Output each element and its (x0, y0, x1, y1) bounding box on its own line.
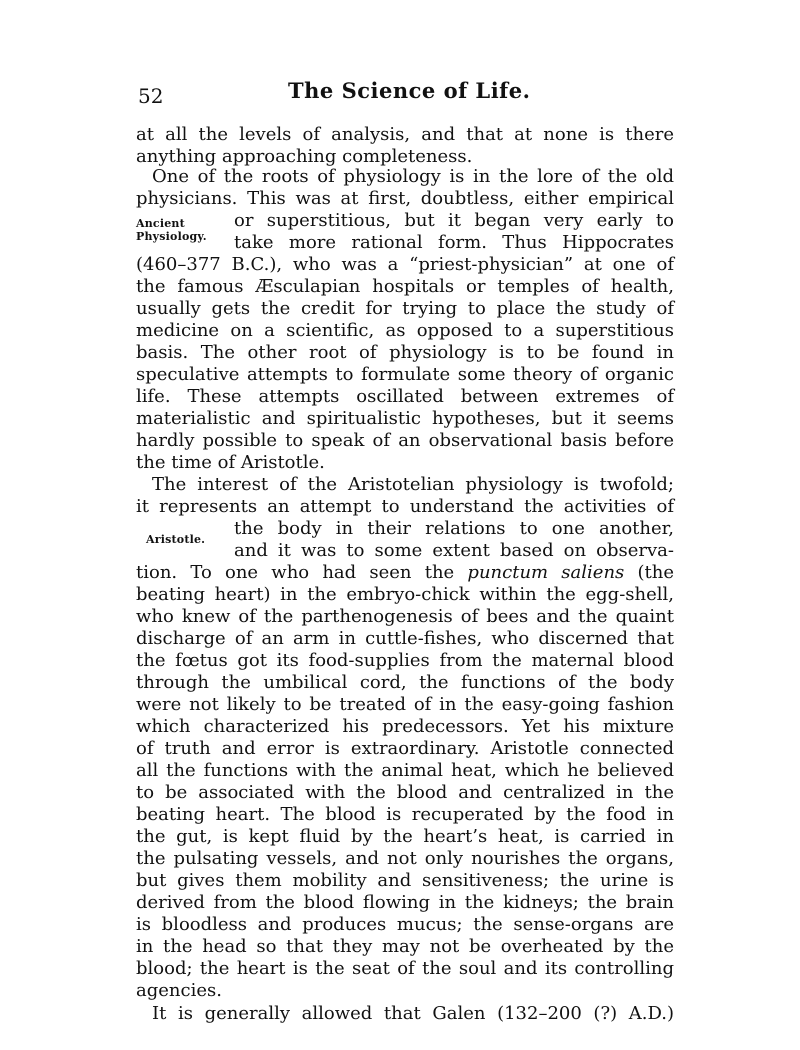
sidenote-line: Ancient (136, 217, 185, 230)
body-line: through the umbilical cord, the functions of the body (136, 672, 674, 693)
body-line-with-italic (136, 562, 674, 584)
body-line: of truth and error is extraordinary. Aristotle connected (136, 738, 674, 759)
page-number: 52 (138, 84, 164, 108)
body-line: the gut, is kept fluid by the heart’s heat, is carried in (136, 826, 674, 847)
body-line: it represents an attempt to understand the activities of (136, 496, 674, 517)
body-line: to be associated with the blood and centralized in the (136, 782, 674, 803)
body-line: all the functions with the animal heat, which he believed (136, 760, 674, 781)
body-line: is bloodless and produces mucus; the sense-organs are (136, 914, 674, 935)
body-line: who knew of the parthenogenesis of bees and the quaint (136, 606, 674, 627)
body-line: the famous Æsculapian hospitals or temples of health, (136, 276, 674, 297)
body-line: were not likely to be treated of in the easy-going fashion (136, 694, 674, 715)
body-line: the pulsating vessels, and not only nourishes the organs, (136, 848, 674, 869)
body-line: hardly possible to speak of an observational basis before (136, 430, 674, 451)
running-title: The Science of Life. (288, 78, 531, 103)
body-line: discharge of an arm in cuttle-fishes, who discerned that (136, 628, 674, 649)
body-line: materialistic and spiritualistic hypotheses, but it seems (136, 408, 674, 429)
body-line: the fœtus got its food-supplies from the maternal blood (136, 650, 674, 671)
body-line: speculative attempts to formulate some theory of organic (136, 364, 674, 385)
page-header (138, 78, 674, 108)
body-line: at all the levels of analysis, and that at none is there (136, 124, 674, 145)
sidenote-ancient-physiology (136, 217, 207, 243)
body-line: life. These attempts oscillated between extremes of (136, 386, 674, 407)
body-text-segment: (the (624, 562, 674, 583)
body-line: or superstitious, but it began very early to (234, 210, 674, 231)
body-line: the body in their relations to one another, (234, 518, 674, 539)
body-line: anything approaching completeness. (136, 146, 473, 167)
body-line: in the head so that they may not be overheated by the (136, 936, 674, 957)
body-line: take more rational form. Thus Hippocrates (234, 232, 674, 253)
body-line: usually gets the credit for trying to place the study of (136, 298, 674, 319)
body-line: which characterized his predecessors. Yet his mixture (136, 716, 674, 737)
body-line: beating heart) in the embryo-chick within the egg-shell, (136, 584, 674, 605)
body-line: blood; the heart is the seat of the soul and its controlling (136, 958, 674, 979)
italic-phrase: punctum saliens (467, 562, 625, 583)
body-line: beating heart. The blood is recuperated by the food in (136, 804, 674, 825)
body-line: physicians. This was at first, doubtless, either empirical (136, 188, 674, 209)
body-text-segment: tion. To one who had seen the (136, 562, 468, 583)
body-line: medicine on a scientific, as opposed to a superstitious (136, 320, 674, 341)
body-line: The interest of the Aristotelian physiology is twofold; (152, 474, 674, 495)
body-line: derived from the blood flowing in the kidneys; the brain (136, 892, 674, 913)
body-line: (460–377 B.C.), who was a “priest-physician” at one of (136, 254, 674, 275)
body-line: agencies. (136, 980, 222, 1001)
body-line: and it was to some extent based on observa- (234, 540, 674, 561)
body-line: the time of Aristotle. (136, 452, 325, 473)
sidenote-aristotle: Aristotle. (146, 533, 206, 546)
body-line: basis. The other root of physiology is to be found in (136, 342, 674, 363)
sidenote-line: Physiology. (136, 230, 207, 243)
body-line: but gives them mobility and sensitiveness; the urine is (136, 870, 674, 891)
body-line: One of the roots of physiology is in the lore of the old (152, 166, 674, 187)
body-line: It is generally allowed that Galen (132–200 (?) A.D.) (152, 1003, 674, 1024)
